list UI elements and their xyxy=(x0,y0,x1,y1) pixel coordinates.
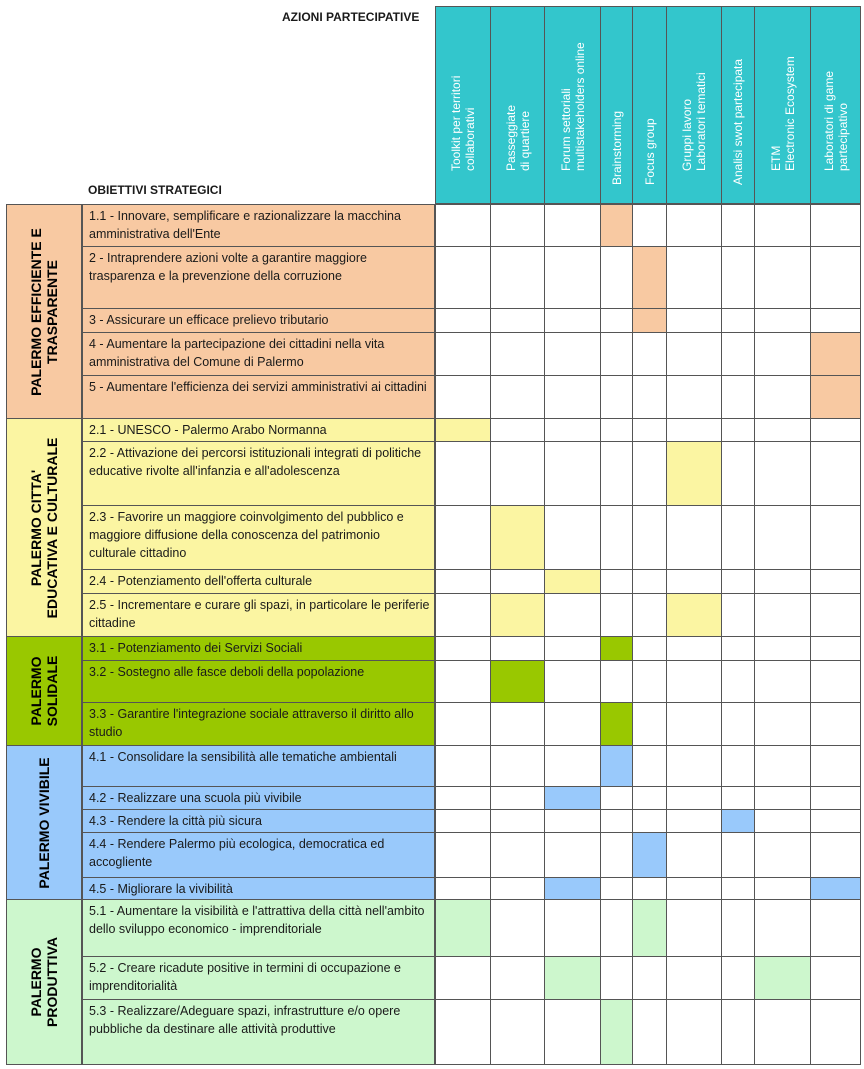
objective-cell: 3.2 - Sostegno alle fasce deboli della popolazione xyxy=(82,660,435,703)
matrix-cell xyxy=(435,375,491,419)
matrix-cell xyxy=(600,569,633,594)
matrix-cell xyxy=(666,832,722,878)
matrix-cell xyxy=(600,956,633,1000)
matrix-cell xyxy=(666,569,722,594)
matrix-cell-marked xyxy=(490,660,545,703)
matrix-cell xyxy=(754,636,811,661)
action-label: Analisi swot partecipata xyxy=(731,58,745,185)
objective-cell: 3.1 - Potenziamento dei Servizi Sociali xyxy=(82,636,435,661)
objective-cell: 5.3 - Realizzare/Adeguare spazi, infrastrutture e/o opere pubbliche da destinare alle attività produttive xyxy=(82,999,435,1065)
matrix-cell xyxy=(810,809,861,833)
matrix-cell xyxy=(490,418,545,442)
matrix-cell xyxy=(490,636,545,661)
matrix-cell xyxy=(435,636,491,661)
matrix-cell xyxy=(490,786,545,810)
matrix-cell xyxy=(810,593,861,637)
matrix-cell xyxy=(721,877,755,900)
matrix-cell xyxy=(754,702,811,746)
matrix-cell-marked xyxy=(810,332,861,376)
matrix-cell xyxy=(666,308,722,333)
group-label-cell xyxy=(6,418,82,637)
matrix-cell xyxy=(600,786,633,810)
matrix-cell xyxy=(666,332,722,376)
matrix-cell-marked xyxy=(600,745,633,787)
matrix-cell-marked xyxy=(810,375,861,419)
matrix-cell xyxy=(666,956,722,1000)
matrix-cell-marked xyxy=(632,308,667,333)
matrix-cell-marked xyxy=(544,877,601,900)
matrix-cell xyxy=(666,636,722,661)
objective-cell: 2.2 - Attivazione dei percorsi istituzionali integrati di politiche educative rivolte all'infanzia e all'adolescenza xyxy=(82,441,435,506)
matrix-cell xyxy=(666,745,722,787)
matrix-cell xyxy=(754,786,811,810)
matrix-cell xyxy=(544,809,601,833)
matrix-cell xyxy=(600,375,633,419)
matrix-cell xyxy=(632,702,667,746)
matrix-cell xyxy=(666,809,722,833)
matrix-cell xyxy=(721,375,755,419)
matrix-cell xyxy=(810,832,861,878)
group-label: PALERMO PRODUTTIVA xyxy=(28,937,60,1027)
objective-cell: 5.1 - Aumentare la visibilità e l'attrattiva della città nell'ambito dello sviluppo economico - imprenditoriale xyxy=(82,899,435,957)
matrix-cell xyxy=(435,593,491,637)
matrix-cell-marked xyxy=(721,809,755,833)
matrix-cell-marked xyxy=(600,204,633,247)
action-label: Focus group xyxy=(642,118,657,185)
matrix-cell xyxy=(632,877,667,900)
group-label-cell xyxy=(6,745,82,900)
matrix-cell-marked xyxy=(632,246,667,309)
matrix-cell xyxy=(666,375,722,419)
action-label: Toolkit per territori collaborativi xyxy=(449,75,477,171)
matrix-cell xyxy=(544,418,601,442)
matrix-cell xyxy=(435,786,491,810)
matrix-cell-marked xyxy=(435,418,491,442)
matrix-cell xyxy=(490,308,545,333)
matrix-cell xyxy=(721,308,755,333)
action-label: Brainstorming xyxy=(609,110,624,185)
matrix-cell xyxy=(490,745,545,787)
objective-cell: 4.5 - Migliorare la vivibilità xyxy=(82,877,435,900)
matrix-cell xyxy=(490,332,545,376)
matrix-cell xyxy=(754,877,811,900)
matrix-cell xyxy=(810,569,861,594)
matrix-cell xyxy=(721,660,755,703)
matrix-cell xyxy=(721,569,755,594)
matrix-cell xyxy=(544,308,601,333)
matrix-cell xyxy=(721,505,755,570)
matrix-cell xyxy=(490,569,545,594)
action-label: Laboratori di game partecipativo xyxy=(821,70,850,171)
matrix-cell xyxy=(435,332,491,376)
matrix-cell xyxy=(632,418,667,442)
matrix-cell xyxy=(810,956,861,1000)
matrix-cell xyxy=(666,702,722,746)
action-header-8 xyxy=(754,6,811,204)
matrix-cell xyxy=(810,505,861,570)
matrix-cell xyxy=(754,832,811,878)
matrix-cell xyxy=(810,204,861,247)
matrix-cell xyxy=(632,956,667,1000)
matrix-cell xyxy=(600,418,633,442)
matrix-cell xyxy=(721,786,755,810)
matrix-cell xyxy=(721,593,755,637)
matrix-cell xyxy=(435,660,491,703)
matrix-cell xyxy=(810,308,861,333)
matrix-cell xyxy=(632,809,667,833)
matrix-cell xyxy=(544,246,601,309)
matrix-cell xyxy=(490,899,545,957)
matrix-cell xyxy=(435,204,491,247)
objective-cell: 4 - Aumentare la partecipazione dei cittadini nella vita amministrativa del Comune di Palermo xyxy=(82,332,435,376)
matrix-cell xyxy=(435,569,491,594)
matrix-cell xyxy=(435,809,491,833)
objectives-header: OBIETTIVI STRATEGICI xyxy=(88,183,222,197)
matrix-cell xyxy=(632,593,667,637)
matrix-cell xyxy=(435,832,491,878)
matrix-cell xyxy=(721,702,755,746)
matrix-cell xyxy=(600,809,633,833)
objective-cell: 3.3 - Garantire l'integrazione sociale attraverso il diritto allo studio xyxy=(82,702,435,746)
matrix-cell xyxy=(490,999,545,1065)
objective-cell: 5 - Aumentare l'efficienza dei servizi amministrativi ai cittadini xyxy=(82,375,435,419)
matrix-cell xyxy=(810,745,861,787)
matrix-cell-marked xyxy=(666,441,722,506)
action-label: ETM Electronic Ecosystem xyxy=(768,56,797,171)
matrix-cell xyxy=(666,418,722,442)
matrix-cell xyxy=(632,636,667,661)
matrix-cell xyxy=(721,899,755,957)
matrix-cell xyxy=(754,418,811,442)
objective-cell: 2.5 - Incrementare e curare gli spazi, in particolare le periferie cittadine xyxy=(82,593,435,637)
matrix-cell xyxy=(435,877,491,900)
matrix-cell xyxy=(544,660,601,703)
matrix-cell xyxy=(632,204,667,247)
matrix-cell xyxy=(544,999,601,1065)
matrix-cell xyxy=(632,786,667,810)
matrix-cell xyxy=(435,999,491,1065)
matrix-cell xyxy=(490,832,545,878)
matrix-cell xyxy=(666,877,722,900)
matrix-cell xyxy=(754,375,811,419)
matrix-cell-marked xyxy=(754,956,811,1000)
matrix-cell xyxy=(600,441,633,506)
matrix-cell xyxy=(721,418,755,442)
matrix-cell xyxy=(632,441,667,506)
matrix-cell xyxy=(632,569,667,594)
matrix-cell xyxy=(632,332,667,376)
group-label: PALERMO SOLIDALE xyxy=(28,655,60,727)
matrix-cell xyxy=(721,332,755,376)
matrix-cell xyxy=(754,745,811,787)
matrix-cell xyxy=(600,332,633,376)
matrix-cell xyxy=(810,899,861,957)
objective-cell: 2 - Intraprendere azioni volte a garantire maggiore trasparenza e la prevenzione della corruzione xyxy=(82,246,435,309)
matrix-cell xyxy=(721,636,755,661)
action-header-2 xyxy=(490,6,545,204)
matrix-cell xyxy=(666,246,722,309)
matrix-cell xyxy=(721,441,755,506)
matrix-cell xyxy=(490,204,545,247)
matrix-cell-marked xyxy=(600,636,633,661)
matrix-cell xyxy=(754,660,811,703)
group-label-cell xyxy=(6,636,82,746)
matrix-cell xyxy=(490,702,545,746)
objective-cell: 5.2 - Creare ricadute positive in termini di occupazione e imprenditorialità xyxy=(82,956,435,1000)
matrix-cell xyxy=(600,505,633,570)
matrix-cell xyxy=(600,877,633,900)
matrix-cell xyxy=(810,702,861,746)
matrix-cell xyxy=(632,505,667,570)
matrix-cell xyxy=(721,204,755,247)
matrix-cell xyxy=(754,332,811,376)
matrix-cell xyxy=(754,809,811,833)
matrix-cell xyxy=(544,441,601,506)
objective-cell: 2.1 - UNESCO - Palermo Arabo Normanna xyxy=(82,418,435,442)
matrix-cell xyxy=(810,441,861,506)
group-label: PALERMO CITTA' EDUCATIVA E CULTURALE xyxy=(28,437,60,618)
matrix-cell xyxy=(810,660,861,703)
matrix-cell xyxy=(754,999,811,1065)
matrix-cell xyxy=(600,899,633,957)
matrix-cell xyxy=(490,877,545,900)
matrix-cell xyxy=(544,332,601,376)
objective-cell: 4.2 - Realizzare una scuola più vivibile xyxy=(82,786,435,810)
matrix-cell xyxy=(544,204,601,247)
matrix-cell xyxy=(600,308,633,333)
action-label: Passeggiate di quartiere xyxy=(503,104,532,171)
matrix-cell-marked xyxy=(666,593,722,637)
action-header-4 xyxy=(600,6,633,204)
matrix-cell xyxy=(754,204,811,247)
objective-cell: 1.1 - Innovare, semplificare e razionalizzare la macchina amministrativa dell'Ente xyxy=(82,204,435,247)
matrix-cell xyxy=(490,246,545,309)
action-header-1 xyxy=(435,6,491,204)
matrix-cell-marked xyxy=(632,832,667,878)
matrix-cell xyxy=(435,702,491,746)
matrix-cell xyxy=(666,899,722,957)
matrix-cell-marked xyxy=(544,569,601,594)
matrix-cell xyxy=(490,809,545,833)
matrix-cell xyxy=(600,593,633,637)
matrix-cell xyxy=(666,999,722,1065)
matrix-cell xyxy=(666,204,722,247)
matrix-cell xyxy=(600,660,633,703)
matrix-cell xyxy=(754,899,811,957)
matrix-cell xyxy=(544,505,601,570)
matrix-cell xyxy=(810,636,861,661)
matrix-cell xyxy=(754,308,811,333)
matrix-cell xyxy=(754,505,811,570)
group-label: PALERMO VIVIBILE xyxy=(36,756,52,889)
matrix-cell xyxy=(435,441,491,506)
group-label-cell xyxy=(6,899,82,1065)
matrix-cell xyxy=(435,246,491,309)
matrix-cell xyxy=(721,956,755,1000)
objective-cell: 2.4 - Potenziamento dell'offerta culturale xyxy=(82,569,435,594)
matrix-cell-marked xyxy=(600,999,633,1065)
objective-cell: 4.3 - Rendere la città più sicura xyxy=(82,809,435,833)
matrix-cell xyxy=(754,441,811,506)
objective-cell: 3 - Assicurare un efficace prelievo tributario xyxy=(82,308,435,333)
matrix-cell xyxy=(544,702,601,746)
action-label: Forum settoriali multistakeholders online xyxy=(558,42,587,171)
matrix-cell xyxy=(632,745,667,787)
matrix-cell xyxy=(490,956,545,1000)
action-header-7 xyxy=(721,6,755,204)
matrix-cell xyxy=(632,660,667,703)
matrix-cell xyxy=(544,899,601,957)
group-label: PALERMO EFFICIENTE E TRASPARENTE xyxy=(28,227,60,396)
matrix-cell-marked xyxy=(435,899,491,957)
matrix-cell xyxy=(721,999,755,1065)
matrix-cell xyxy=(544,636,601,661)
matrix-cell xyxy=(721,246,755,309)
action-header-9 xyxy=(810,6,861,204)
action-header-3 xyxy=(544,6,601,204)
matrix-cell-marked xyxy=(544,956,601,1000)
action-label: Gruppi lavoro Laboratori tematici xyxy=(680,72,708,171)
matrix-cell xyxy=(632,375,667,419)
matrix-cell xyxy=(810,999,861,1065)
action-header-6 xyxy=(666,6,722,204)
matrix-cell xyxy=(600,246,633,309)
objective-cell: 4.1 - Consolidare la sensibilità alle tematiche ambientali xyxy=(82,745,435,787)
matrix-cell xyxy=(435,745,491,787)
matrix-cell xyxy=(721,832,755,878)
matrix-cell xyxy=(490,441,545,506)
group-label-cell xyxy=(6,204,82,419)
matrix-cell-marked xyxy=(600,702,633,746)
matrix-cell xyxy=(666,786,722,810)
matrix-cell xyxy=(754,246,811,309)
objective-cell: 4.4 - Rendere Palermo più ecologica, democratica ed accogliente xyxy=(82,832,435,878)
matrix-cell-marked xyxy=(544,786,601,810)
matrix-cell xyxy=(435,308,491,333)
matrix-cell xyxy=(666,660,722,703)
matrix-cell xyxy=(810,246,861,309)
matrix-cell xyxy=(544,593,601,637)
matrix-cell-marked xyxy=(810,877,861,900)
matrix-cell xyxy=(810,786,861,810)
matrix-cell xyxy=(632,999,667,1065)
matrix-cell xyxy=(544,745,601,787)
matrix-cell-marked xyxy=(490,505,545,570)
matrix-cell-marked xyxy=(632,899,667,957)
matrix-cell xyxy=(544,375,601,419)
matrix-cell xyxy=(490,375,545,419)
matrix-cell xyxy=(810,418,861,442)
matrix-cell xyxy=(600,832,633,878)
matrix-cell xyxy=(666,505,722,570)
matrix-cell xyxy=(754,593,811,637)
matrix-cell xyxy=(754,569,811,594)
matrix-cell xyxy=(435,956,491,1000)
matrix-cell xyxy=(721,745,755,787)
matrix-cell-marked xyxy=(490,593,545,637)
matrix-cell xyxy=(435,505,491,570)
matrix-cell xyxy=(544,832,601,878)
action-header-5 xyxy=(632,6,667,204)
objective-cell: 2.3 - Favorire un maggiore coinvolgimento del pubblico e maggiore diffusione della conoscenza del patrimonio culturale cittadino xyxy=(82,505,435,570)
actions-header: AZIONI PARTECIPATIVE xyxy=(282,10,420,24)
